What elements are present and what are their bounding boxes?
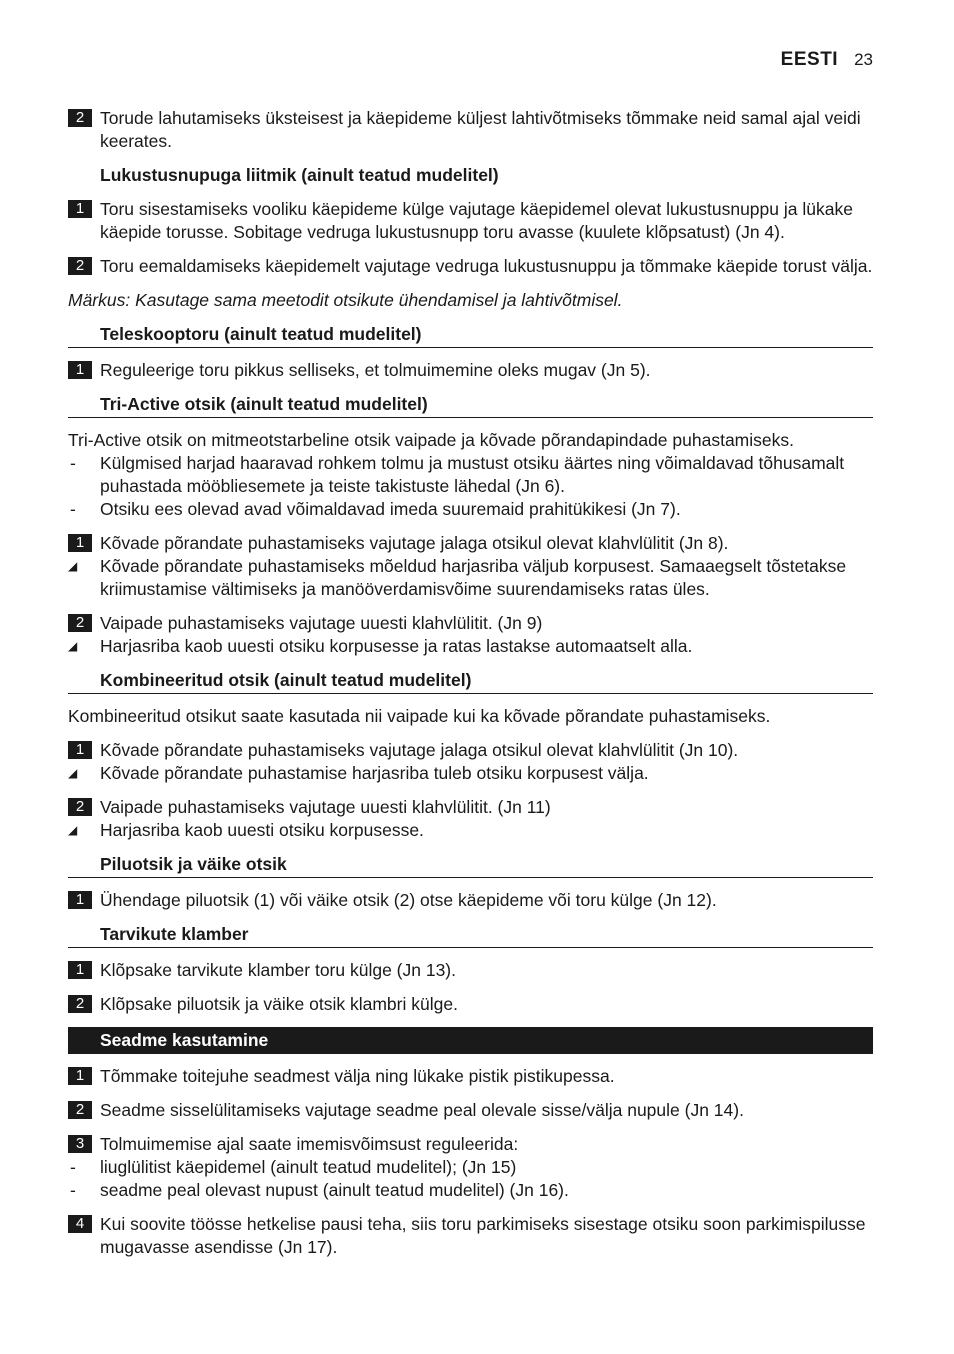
dash-item [68,498,873,521]
result-arrow-icon: ◢ [68,639,78,653]
intro-paragraph: Tri-Active otsik on mitmeotstarbeline otsik vaipade ja kõvade põrandapindade puhastamiseks. [68,430,794,450]
step-number: 2 [68,614,92,632]
dash-text: Külgmised harjad haaravad rohkem tolmu ja mustust otsiku äärtes ning võimaldavad tõhusamalt puhastada mööbliesemete ja teiste takistuste lähedal (Jn 6). [100,453,845,496]
result-arrow-icon: ◢ [68,559,78,573]
subheading: Lukustusnupuga liitmik (ainult teatud mudelitel) [100,165,499,185]
step-item [68,993,873,1016]
step-text: Seadme sisselülitamiseks vajutage seadme peal olevale sisse/välja nupule (Jn 14). [100,1100,744,1120]
step-text: Torude lahutamiseks üksteisest ja käepideme küljest lahtivõtmiseks tõmmake neid samal ajal veidi keerates. [100,108,861,151]
result-item [68,819,873,842]
step-item [68,796,873,819]
step-text: Vaipade puhastamiseks vajutage uuesti klahvlülitit. (Jn 11) [100,797,551,817]
step-number: 1 [68,200,92,218]
note-text: Märkus: Kasutage sama meetodit otsikute ühendamisel ja lahtivõtmisel. [68,290,623,310]
result-item [68,635,873,658]
result-text: Harjasriba kaob uuesti otsiku korpusesse. [100,820,424,840]
step-item [68,889,873,912]
dash-text: Otsiku ees olevad avad võimaldavad imeda suuremaid prahitükikesi (Jn 7). [100,499,681,519]
step-item [68,1213,873,1259]
step-item [68,1133,873,1156]
dash-text: seadme peal olevast nupust (ainult teatud mudelitel) (Jn 16). [100,1180,569,1200]
step-number: 2 [68,1101,92,1119]
dash-text: liuglülitist käepidemel (ainult teatud mudelitel); (Jn 15) [100,1157,517,1177]
result-arrow-icon: ◢ [68,823,78,837]
subheading: Tarvikute klamber [68,923,873,948]
step-number: 1 [68,891,92,909]
step-number: 1 [68,534,92,552]
step-item [68,1099,873,1122]
result-item [68,762,873,785]
step-item [68,739,873,762]
step-item [68,107,873,153]
step-text: Vaipade puhastamiseks vajutage uuesti klahvlülitit. (Jn 9) [100,613,543,633]
dash-item [68,1179,873,1202]
step-number: 1 [68,1067,92,1085]
subheading: Kombineeritud otsik (ainult teatud mudelitel) [68,669,873,694]
page-content [68,107,873,1270]
dash-item [68,452,873,498]
step-number: 2 [68,109,92,127]
result-arrow-icon: ◢ [68,766,78,780]
step-text: Kui soovite töösse hetkelise pausi teha, siis toru parkimiseks sisestage otsiku soon parkimispilusse mugavasse asendisse (Jn 17). [100,1214,866,1257]
step-item [68,359,873,382]
step-text: Toru eemaldamiseks käepidemelt vajutage vedruga lukustusnuppu ja tõmmake käepide torust välja. [100,256,873,276]
step-item [68,198,873,244]
result-text: Harjasriba kaob uuesti otsiku korpusesse ja ratas lastakse automaatselt alla. [100,636,693,656]
step-number: 3 [68,1135,92,1153]
paragraph-block [68,429,873,521]
intro-paragraph: Kombineeritud otsikut saate kasutada nii vaipade kui ka kõvade põrandate puhastamiseks. [68,706,771,726]
step-number: 1 [68,741,92,759]
dash-marker: - [70,1157,76,1177]
step-text: Kõvade põrandate puhastamiseks vajutage jalaga otsikul olevat klahvlülitit (Jn 8). [100,533,729,553]
step-text: Klõpsake piluotsik ja väike otsik klambri külge. [100,994,458,1014]
step-item [68,255,873,278]
dash-marker: - [70,499,76,519]
step-text: Tolmuimemise ajal saate imemisvõimsust reguleerida: [100,1134,519,1154]
step-item [68,612,873,635]
subheading: Tri-Active otsik (ainult teatud mudelitel) [68,393,873,418]
step-text: Klõpsake tarvikute klamber toru külge (Jn 13). [100,960,456,980]
page-number: 23 [854,50,873,69]
step-number: 4 [68,1215,92,1233]
result-text: Kõvade põrandate puhastamiseks mõeldud harjasriba väljub korpusest. Samaaegselt tõstetakse kriimustamise vältimiseks ja manööverdamisvõime suurendamiseks ratas üles. [100,556,847,599]
result-item [68,555,873,601]
step-text: Toru sisestamiseks vooliku käepideme külge vajutage käepidemel olevat lukustusnuppu ja lükake käepide torusse. Sobitage vedruga lukustusnupp toru avasse (kuulete klõpsatust) (Jn 4). [100,199,853,242]
dash-marker: - [70,453,76,473]
step-number: 2 [68,798,92,816]
step-number: 1 [68,961,92,979]
result-text: Kõvade põrandate puhastamise harjasriba tuleb otsiku korpusest välja. [100,763,649,783]
subheading: Piluotsik ja väike otsik [68,853,873,878]
step-text: Tõmmake toitejuhe seadmest välja ning lükake pistik pistikupessa. [100,1066,615,1086]
step-number: 2 [68,257,92,275]
step-number: 2 [68,995,92,1013]
step-with-options [68,1133,873,1202]
step-item [68,1065,873,1088]
dash-item [68,1156,873,1179]
step-text: Reguleerige toru pikkus selliseks, et tolmuimemine oleks mugav (Jn 5). [100,360,651,380]
dash-marker: - [70,1180,76,1200]
step-text: Ühendage piluotsik (1) või väike otsik (2) otse käepideme või toru külge (Jn 12). [100,890,717,910]
page-header [781,49,873,71]
step-number: 1 [68,361,92,379]
step-item [68,532,873,555]
subheading: Teleskooptoru (ainult teatud mudelitel) [68,323,873,348]
step-item [68,959,873,982]
language-label: EESTI [780,49,839,70]
step-text: Kõvade põrandate puhastamiseks vajutage jalaga otsikul olevat klahvlülitit (Jn 10). [100,740,739,760]
section-heading: Seadme kasutamine [68,1027,873,1054]
